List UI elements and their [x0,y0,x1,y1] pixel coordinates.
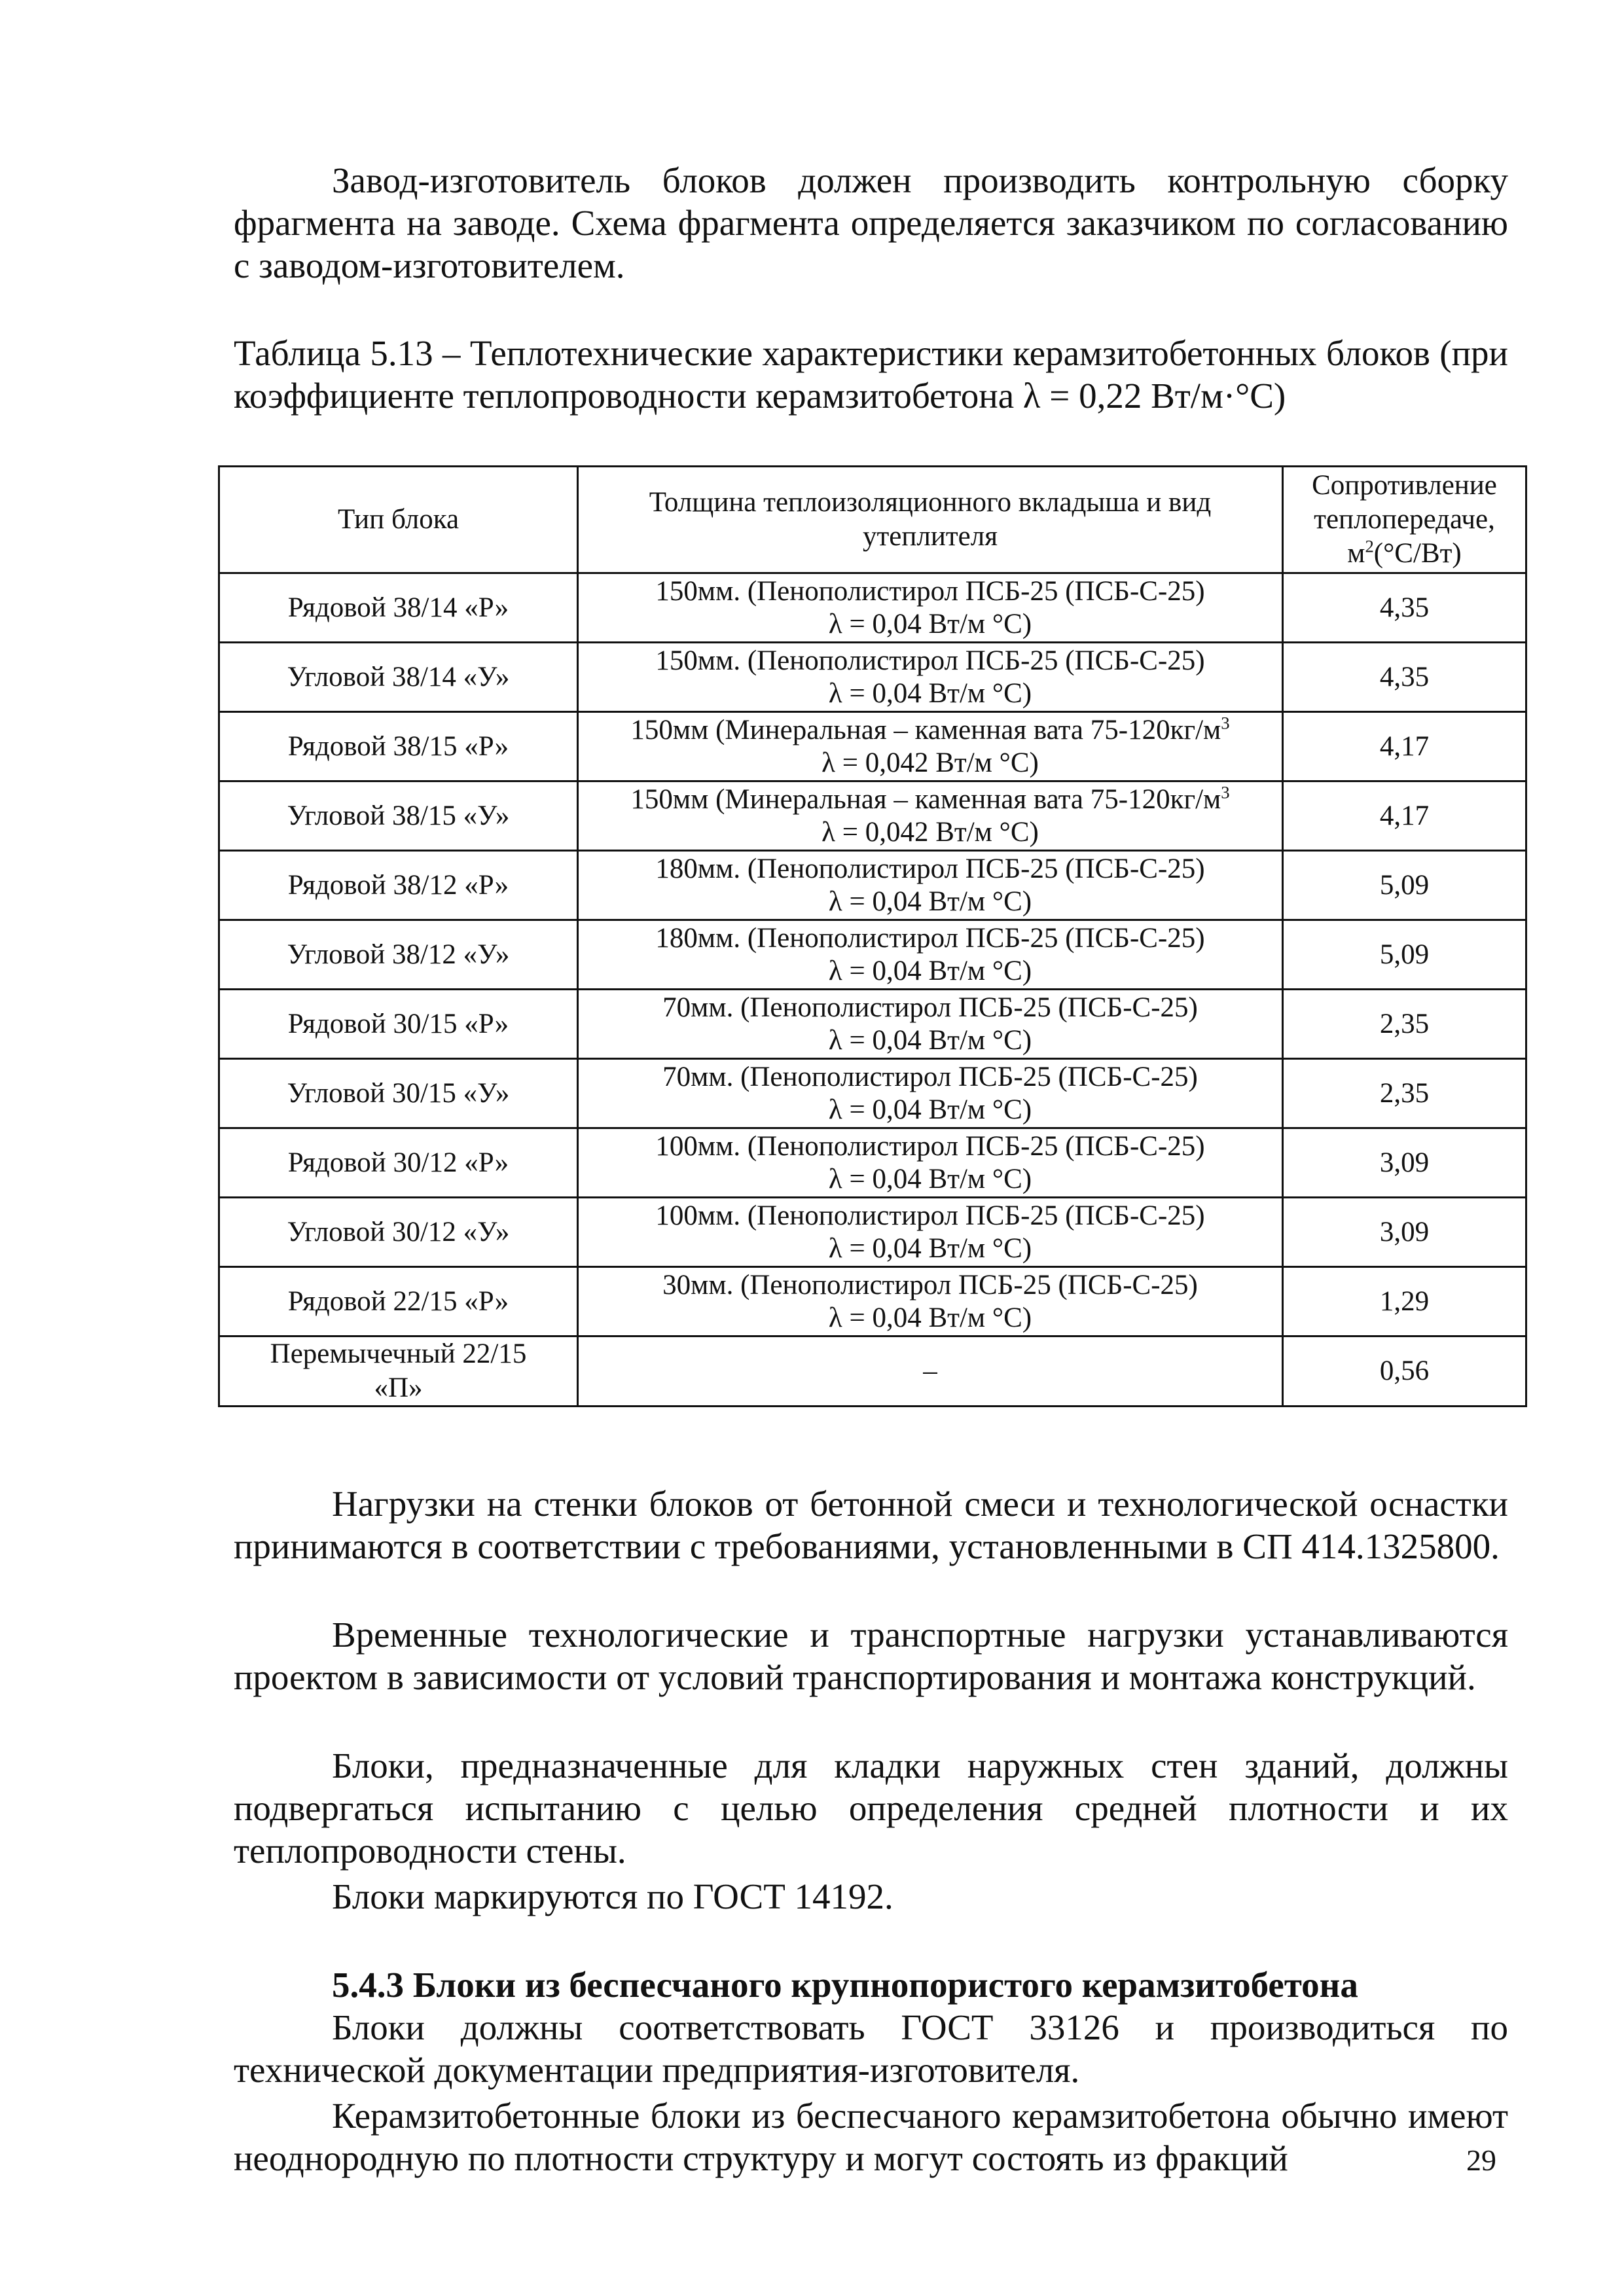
insulation-cell [578,781,1283,851]
table-row [219,1336,1526,1407]
insulation-thickness: 100мм. (Пенополистирол ПСБ-25 (ПСБ-С-25) [655,1130,1205,1162]
insulation-cell [578,1336,1283,1407]
insulation-cell [578,712,1283,781]
insulation-thickness: 70мм. (Пенополистирол ПСБ-25 (ПСБ-С-25) [662,992,1198,1023]
insulation-cell [578,1267,1283,1336]
insulation-cell [578,1059,1283,1128]
resistance-cell: 3,09 [1283,1198,1526,1267]
insulation-thickness: 150мм. (Пенополистирол ПСБ-25 (ПСБ-С-25) [655,645,1205,676]
page-number: 29 [1466,2144,1496,2177]
insulation-thickness: 100мм. (Пенополистирол ПСБ-25 (ПСБ-С-25) [655,1200,1205,1231]
block-type-cell: Угловой 30/15 «У» [219,1059,578,1128]
insulation-cell [578,990,1283,1059]
block-type-cell: Угловой 30/12 «У» [219,1198,578,1267]
table-row [219,573,1526,643]
table-caption: Таблица 5.13 – Теплотехнические характеристики керамзитобетонных блоков (при коэффициенте теплопроводности керамзитобетона λ = 0,22 Вт/м·°С) [234,333,1508,416]
header-resistance-unit-sup: 2 [1365,536,1374,556]
gost-paragraph: Блоки должны соответствовать ГОСТ 33126 и производиться по технической документации предприятия-изготовителя. [234,2007,1508,2090]
resistance-cell: 5,09 [1283,851,1526,920]
block-type-cell: Угловой 38/12 «У» [219,920,578,990]
insulation-conductivity: λ = 0,04 Вт/м °С) [828,1232,1032,1264]
header-resistance-unit-prefix: м [1347,538,1365,569]
insulation-density-exponent: 3 [1221,782,1230,802]
table-row [219,1128,1526,1198]
marking-paragraph: Блоки маркируются по ГОСТ 14192. [332,1876,893,1916]
insulation-cell [578,1128,1283,1198]
header-resistance-unit-suffix: (°С/Вт) [1373,538,1462,569]
insulation-conductivity: λ = 0,04 Вт/м °С) [828,1163,1032,1194]
insulation-conductivity: λ = 0,042 Вт/м °С) [821,747,1039,778]
insulation-conductivity: λ = 0,04 Вт/м °С) [828,1024,1032,1056]
table-row [219,990,1526,1059]
resistance-cell: 4,17 [1283,781,1526,851]
resistance-cell: 4,35 [1283,573,1526,643]
insulation-conductivity: λ = 0,04 Вт/м °С) [828,955,1032,986]
block-type-cell: Рядовой 22/15 «Р» [219,1267,578,1336]
table-row [219,781,1526,851]
table-row [219,643,1526,712]
loads-paragraph: Нагрузки на стенки блоков от бетонной смеси и технологической оснастки принимаются в соответствии с требованиями, установленными в СП 414.1325800. [234,1484,1508,1566]
resistance-cell: 1,29 [1283,1267,1526,1336]
table-row [219,712,1526,781]
insulation-cell [578,851,1283,920]
block-type-cell: Перемычечный 22/15 «П» [219,1336,578,1407]
resistance-cell: 3,09 [1283,1128,1526,1198]
header-resistance [1283,467,1526,573]
table-body [219,573,1526,1407]
insulation-conductivity: λ = 0,04 Вт/м °С) [828,1094,1032,1125]
header-block-type: Тип блока [219,467,578,573]
intro-paragraph: Завод-изготовитель блоков должен производить контрольную сборку фрагмента на заводе. Схема фрагмента определяется заказчиком по согласованию с заводом-изготовителем. [234,160,1508,285]
section-heading: 5.4.3 Блоки из беспесчаного крупнопористого керамзитобетона [332,1965,1358,2005]
block-type-cell: Угловой 38/14 «У» [219,643,578,712]
block-type-cell: Рядовой 38/12 «Р» [219,851,578,920]
table-row [219,1267,1526,1336]
resistance-cell: 4,35 [1283,643,1526,712]
insulation-conductivity: λ = 0,04 Вт/м °С) [828,1302,1032,1333]
insulation-thickness: 150мм. (Пенополистирол ПСБ-25 (ПСБ-С-25) [655,575,1205,607]
insulation-density-exponent: 3 [1221,713,1230,733]
insulation-thickness: – [923,1355,937,1386]
insulation-thickness: 180мм. (Пенополистирол ПСБ-25 (ПСБ-С-25) [655,853,1205,884]
insulation-thickness: 150мм (Минеральная – каменная вата 75-120кг/м [630,783,1221,815]
insulation-cell [578,1198,1283,1267]
insulation-conductivity: λ = 0,04 Вт/м °С) [828,608,1032,639]
structure-paragraph: Керамзитобетонные блоки из беспесчаного керамзитобетона обычно имеют неоднородную по плотности структуру и могут состоять из фракций [234,2096,1508,2178]
temporary-loads-paragraph: Временные технологические и транспортные нагрузки устанавливаются проектом в зависимости от условий транспортирования и монтажа конструкций. [234,1615,1508,1697]
block-type-cell: Рядовой 38/14 «Р» [219,573,578,643]
insulation-thickness: 150мм (Минеральная – каменная вата 75-120кг/м [630,714,1221,745]
block-type-cell: Рядовой 38/15 «Р» [219,712,578,781]
insulation-thickness: 70мм. (Пенополистирол ПСБ-25 (ПСБ-С-25) [662,1061,1198,1092]
block-type-cell: Угловой 38/15 «У» [219,781,578,851]
insulation-thickness: 30мм. (Пенополистирол ПСБ-25 (ПСБ-С-25) [662,1269,1198,1300]
testing-paragraph: Блоки, предназначенные для кладки наружных стен зданий, должны подвергаться испытанию с целью определения средней плотности и их теплопроводности стены. [234,1746,1508,1871]
resistance-cell: 0,56 [1283,1336,1526,1407]
table-row [219,1198,1526,1267]
insulation-conductivity: λ = 0,04 Вт/м °С) [828,886,1032,917]
resistance-cell: 2,35 [1283,1059,1526,1128]
insulation-cell [578,573,1283,643]
block-type-cell: Рядовой 30/12 «Р» [219,1128,578,1198]
table-header-row [219,467,1526,573]
insulation-thickness: 180мм. (Пенополистирол ПСБ-25 (ПСБ-С-25) [655,922,1205,954]
table-row [219,851,1526,920]
resistance-cell: 4,17 [1283,712,1526,781]
header-insulation: Толщина теплоизоляционного вкладыша и вид утеплителя [578,467,1283,573]
block-type-cell: Рядовой 30/15 «Р» [219,990,578,1059]
insulation-conductivity: λ = 0,042 Вт/м °С) [821,816,1039,848]
resistance-cell: 2,35 [1283,990,1526,1059]
thermal-characteristics-table [218,465,1527,1407]
resistance-cell: 5,09 [1283,920,1526,990]
insulation-cell [578,920,1283,990]
insulation-conductivity: λ = 0,04 Вт/м °С) [828,677,1032,709]
table-row [219,1059,1526,1128]
table-row [219,920,1526,990]
header-resistance-label: Сопротивление теплопередаче, [1312,470,1497,535]
insulation-cell [578,643,1283,712]
